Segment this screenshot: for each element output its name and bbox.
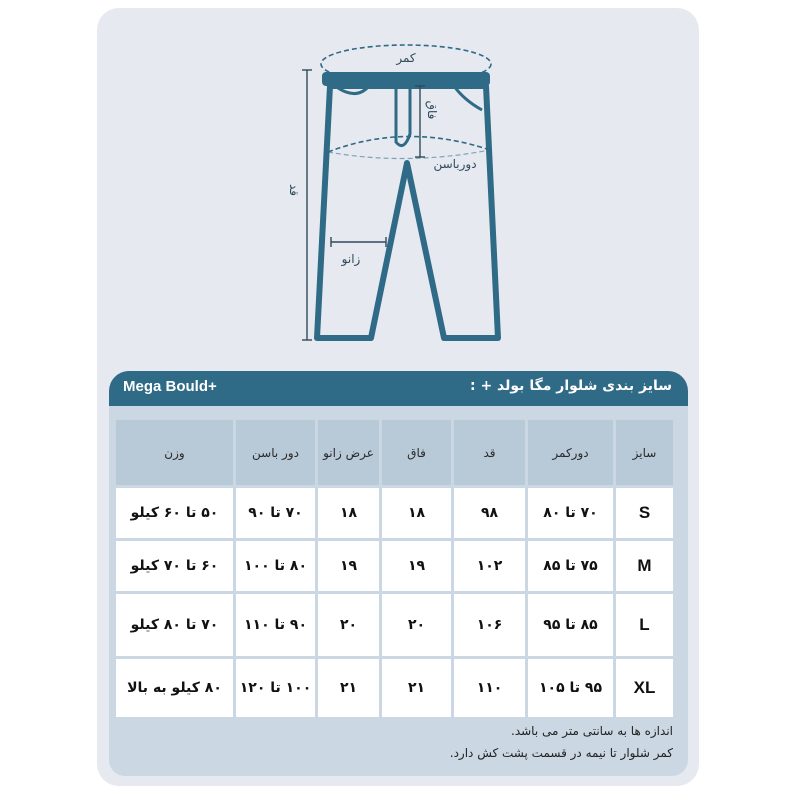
cell-weight: ۷۰ تا ۸۰ کیلو [116, 594, 233, 656]
cell-size: S [616, 488, 673, 538]
size-chart-title: سایز بندی شلوار مگا بولد + : [469, 378, 672, 394]
cell-length: ۱۰۲ [454, 541, 525, 591]
cell-knee-width: ۲۱ [318, 659, 379, 717]
waist-label: کمر [396, 51, 416, 65]
length-label: قد [287, 183, 301, 197]
cell-waist: ۸۵ تا ۹۵ [528, 594, 613, 656]
cell-rise: ۱۹ [382, 541, 451, 591]
cell-rise: ۲۱ [382, 659, 451, 717]
size-chart-banner [109, 371, 688, 406]
cell-size: XL [616, 659, 673, 717]
cell-knee-width: ۱۸ [318, 488, 379, 538]
cell-length: ۱۰۶ [454, 594, 525, 656]
cell-rise: ۲۰ [382, 594, 451, 656]
units-note: اندازه ها به سانتی متر می باشد. [511, 724, 673, 738]
right-pocket [454, 86, 482, 110]
header-knee-width: عرض زانو [318, 420, 379, 485]
pants-outline [317, 86, 498, 338]
cell-length: ۹۸ [454, 488, 525, 538]
cell-waist: ۷۵ تا ۸۵ [528, 541, 613, 591]
rise-label: فاق [425, 100, 439, 120]
hip-label: دورباسن [433, 157, 477, 171]
header-size: سایز [616, 420, 673, 485]
pants-diagram [0, 0, 800, 370]
header-waist: دورکمر [528, 420, 613, 485]
header-hip: دور باسن [236, 420, 315, 485]
cell-waist: ۹۵ تا ۱۰۵ [528, 659, 613, 717]
brand-label: Mega Bould+ [123, 378, 217, 395]
cell-knee-width: ۲۰ [318, 594, 379, 656]
cell-rise: ۱۸ [382, 488, 451, 538]
knee-label: زانو [341, 252, 361, 266]
cell-size: M [616, 541, 673, 591]
cell-waist: ۷۰ تا ۸۰ [528, 488, 613, 538]
cell-size: L [616, 594, 673, 656]
header-weight: وزن [116, 420, 233, 485]
cell-weight: ۸۰ کیلو به بالا [116, 659, 233, 717]
cell-knee-width: ۱۹ [318, 541, 379, 591]
cell-hip: ۷۰ تا ۹۰ [236, 488, 315, 538]
waistband-note: کمر شلوار تا نیمه در قسمت پشت کش دارد. [449, 746, 673, 760]
cell-hip: ۱۰۰ تا ۱۲۰ [236, 659, 315, 717]
header-length: قد [454, 420, 525, 485]
cell-length: ۱۱۰ [454, 659, 525, 717]
header-rise: فاق [382, 420, 451, 485]
cell-weight: ۶۰ تا ۷۰ کیلو [116, 541, 233, 591]
cell-weight: ۵۰ تا ۶۰ کیلو [116, 488, 233, 538]
cell-hip: ۸۰ تا ۱۰۰ [236, 541, 315, 591]
cell-hip: ۹۰ تا ۱۱۰ [236, 594, 315, 656]
